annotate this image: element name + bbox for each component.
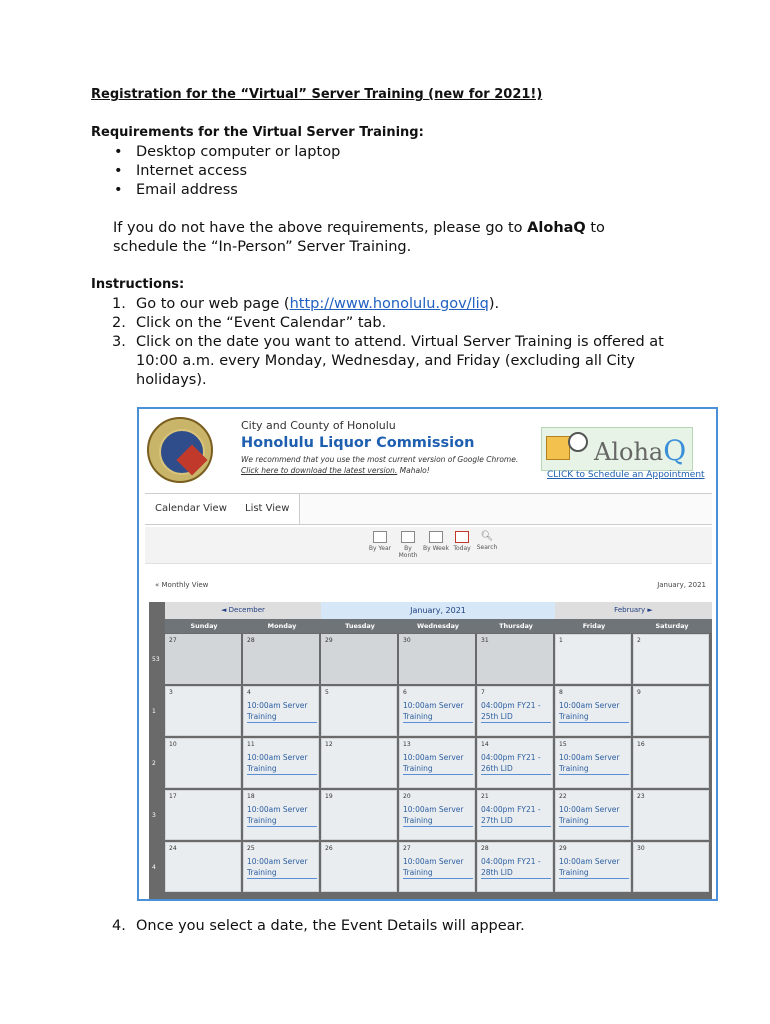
step-text: Once you select a date, the Event Details will appear. [136, 918, 525, 934]
calendar-event[interactable]: 10:00am Server Training [403, 856, 473, 879]
calendar-day-cell[interactable] [243, 842, 319, 892]
step-text-before: Go to our web page ( [136, 296, 290, 312]
calendar-event[interactable]: 10:00am Server Training [559, 856, 629, 879]
instructions-heading: Instructions: [91, 277, 185, 292]
day-number: 19 [325, 793, 333, 800]
step-number: 2. [112, 315, 126, 331]
by-month-button[interactable] [395, 531, 421, 559]
search-icon: 🔍︎ [480, 531, 494, 542]
alt-text-before: If you do not have the above requirements, please go to [113, 220, 528, 236]
calendar-event[interactable]: 04:00pm FY21 - 27th LID [481, 804, 551, 827]
calendar-day-cell[interactable] [321, 790, 397, 840]
current-date-label: January, 2021 [657, 581, 706, 589]
calendar-day-cell[interactable] [477, 842, 553, 892]
requirements-heading: Requirements for the Virtual Server Training: [91, 125, 424, 140]
day-number: 6 [403, 689, 407, 696]
calendar-icon [546, 436, 570, 460]
calendar-day-cell[interactable] [243, 686, 319, 736]
day-number: 29 [559, 845, 567, 852]
calendar-day-cell[interactable] [165, 634, 241, 684]
day-number: 17 [169, 793, 177, 800]
calendar-day-cell[interactable] [165, 790, 241, 840]
org-name: City and County of Honolulu [241, 419, 396, 432]
day-number: 5 [325, 689, 329, 696]
search-button[interactable] [474, 531, 500, 551]
calendar-day-cell[interactable] [633, 842, 709, 892]
weekday-sunday: Sunday [190, 622, 218, 630]
download-line [241, 466, 430, 475]
day-number: 28 [481, 845, 489, 852]
calendar-day-cell[interactable] [555, 790, 631, 840]
week-number[interactable]: 4 [152, 864, 156, 871]
week-number[interactable]: 1 [152, 708, 156, 715]
day-number: 7 [481, 689, 485, 696]
step-item [110, 333, 670, 390]
calendar-toolbar [145, 527, 712, 564]
alohaq-bold: AlohaQ [527, 220, 586, 236]
current-month-label: January, 2021 [321, 602, 555, 619]
week-number[interactable]: 2 [152, 760, 156, 767]
day-number: 20 [403, 793, 411, 800]
day-number: 3 [169, 689, 173, 696]
by-week-label: By Week [423, 545, 450, 552]
day-number: 13 [403, 741, 411, 748]
calendar-day-cell[interactable] [477, 686, 553, 736]
browser-recommendation: We recommend that you use the most current version of Google Chrome. [241, 455, 519, 464]
day-number: 4 [247, 689, 251, 696]
document-title: Registration for the “Virtual” Server Training (new for 2021!) [91, 87, 543, 102]
calendar-event[interactable]: 10:00am Server Training [403, 752, 473, 775]
day-number: 30 [637, 845, 645, 852]
day-number: 16 [637, 741, 645, 748]
calendar-day-cell[interactable] [399, 738, 475, 788]
calendar-event[interactable]: 04:00pm FY21 - 26th LID [481, 752, 551, 775]
step-number: 3. [112, 334, 126, 350]
month-nav [165, 602, 712, 619]
day-number: 23 [637, 793, 645, 800]
city-seal-icon [147, 417, 213, 483]
day-number: 27 [169, 637, 177, 644]
calendar-day-cell[interactable] [321, 686, 397, 736]
weekday-tuesday: Tuesday [345, 622, 375, 630]
calendar-day-cell[interactable] [321, 842, 397, 892]
requirements-list [110, 143, 340, 200]
calendar-event[interactable]: 04:00pm FY21 - 25th LID [481, 700, 551, 723]
requirement-item: • Email address [110, 181, 340, 200]
liquor-commission-link[interactable]: http://www.honolulu.gov/liq [289, 296, 489, 312]
day-number: 24 [169, 845, 177, 852]
calendar-event[interactable]: 10:00am Server Training [247, 752, 317, 775]
view-tabs [145, 493, 712, 525]
calendar-event[interactable]: 10:00am Server Training [247, 700, 317, 723]
day-number: 22 [559, 793, 567, 800]
clock-icon [568, 432, 588, 452]
step-text-after: ). [488, 296, 500, 312]
week-number[interactable]: 53 [152, 656, 160, 663]
day-number: 8 [559, 689, 563, 696]
week-number[interactable]: 3 [152, 812, 156, 819]
day-number: 30 [403, 637, 411, 644]
calendar-day-cell[interactable] [633, 738, 709, 788]
alternative-paragraph [113, 219, 633, 257]
day-number: 12 [325, 741, 333, 748]
calendar-day-cell[interactable] [165, 842, 241, 892]
calendar-event[interactable]: 10:00am Server Training [559, 752, 629, 775]
step-item [110, 314, 670, 333]
day-number: 14 [481, 741, 489, 748]
weekday-monday: Monday [267, 622, 297, 630]
calendar-event[interactable]: 10:00am Server Training [559, 700, 629, 723]
calendar-day-cell[interactable] [633, 686, 709, 736]
year-icon [373, 531, 387, 543]
today-button[interactable] [449, 531, 475, 552]
by-week-button[interactable] [423, 531, 449, 552]
weekday-thursday: Thursday [499, 622, 533, 630]
day-number: 11 [247, 741, 255, 748]
aloha-q: Q [663, 434, 687, 467]
requirement-item: • Desktop computer or laptop [110, 143, 340, 162]
prev-month-button[interactable]: ◄ December [221, 606, 265, 614]
calendar-day-cell[interactable] [477, 738, 553, 788]
weekday-saturday: Saturday [655, 622, 689, 630]
aloha-word: Aloha [594, 438, 664, 466]
day-number: 31 [481, 637, 489, 644]
step-item [110, 295, 670, 314]
schedule-appointment-link[interactable]: CLICK to Schedule an Appointment [547, 470, 705, 480]
calendar-day-cell[interactable] [633, 634, 709, 684]
download-link[interactable]: Click here to download the latest version. [241, 466, 398, 475]
calendar-day-cell[interactable] [399, 790, 475, 840]
next-month-button[interactable]: February ► [614, 606, 653, 614]
day-number: 28 [247, 637, 255, 644]
calendar-day-cell[interactable] [321, 634, 397, 684]
alt-text-after: to schedule the “In-Person” Server Training. [113, 220, 605, 255]
today-label: Today [453, 545, 471, 552]
calendar-event[interactable]: 10:00am Server Training [403, 700, 473, 723]
requirement-item: • Internet access [110, 162, 340, 181]
tab-list-view[interactable]: List View [235, 494, 300, 524]
commission-name: Honolulu Liquor Commission [241, 435, 475, 451]
search-label: Search [476, 544, 498, 551]
day-number: 15 [559, 741, 567, 748]
calendar-day-cell[interactable] [555, 634, 631, 684]
weekday-friday: Friday [582, 622, 606, 630]
day-number: 29 [325, 637, 333, 644]
alohaq-logo [594, 434, 686, 467]
calendar-day-cell[interactable] [555, 842, 631, 892]
calendar-day-cell[interactable] [165, 738, 241, 788]
calendar-day-cell[interactable] [477, 634, 553, 684]
week-icon [429, 531, 443, 543]
tab-calendar-view[interactable]: Calendar View [145, 494, 238, 524]
month-calendar [149, 602, 712, 899]
calendar-event[interactable]: 04:00pm FY21 - 28th LID [481, 856, 551, 879]
calendar-day-cell[interactable] [399, 686, 475, 736]
calendar-day-cell[interactable] [555, 686, 631, 736]
calendar-day-cell[interactable] [243, 738, 319, 788]
monthly-view-link[interactable]: « Monthly View [155, 581, 209, 589]
weekday-wednesday: Wednesday [417, 622, 459, 630]
month-icon [401, 531, 415, 543]
today-icon [455, 531, 469, 543]
weekday-header [165, 619, 712, 633]
day-number: 25 [247, 845, 255, 852]
calendar-event[interactable]: 10:00am Server Training [403, 804, 473, 827]
day-number: 27 [403, 845, 411, 852]
mahalo-text: Mahalo! [397, 466, 430, 475]
calendar-day-cell[interactable] [477, 790, 553, 840]
calendar-event[interactable]: 10:00am Server Training [247, 804, 317, 827]
by-year-label: By Year [368, 545, 392, 552]
day-number: 9 [637, 689, 641, 696]
day-number: 2 [637, 637, 641, 644]
by-month-label: By Month [398, 545, 418, 559]
calendar-day-cell[interactable] [399, 842, 475, 892]
step-number: 4. [112, 918, 126, 934]
day-number: 26 [325, 845, 333, 852]
alohaq-banner[interactable] [541, 427, 693, 471]
calendar-day-cell[interactable] [633, 790, 709, 840]
step-text: Click on the “Event Calendar” tab. [136, 315, 387, 331]
calendar-day-cell[interactable] [243, 790, 319, 840]
by-year-button[interactable] [367, 531, 393, 552]
step-number: 1. [112, 296, 126, 312]
day-number: 21 [481, 793, 489, 800]
calendar-day-cell[interactable] [555, 738, 631, 788]
step-text: Click on the date you want to attend. Virtual Server Training is offered at 10:00 a.m. every Monday, Wednesday, and Friday (excluding all City holidays). [136, 334, 664, 388]
calendar-screenshot [137, 407, 718, 901]
day-number: 18 [247, 793, 255, 800]
calendar-day-cell[interactable] [243, 634, 319, 684]
calendar-event[interactable]: 10:00am Server Training [559, 804, 629, 827]
day-number: 10 [169, 741, 177, 748]
calendar-day-cell[interactable] [399, 634, 475, 684]
day-number: 1 [559, 637, 563, 644]
calendar-day-cell[interactable] [165, 686, 241, 736]
calendar-day-cell[interactable] [321, 738, 397, 788]
instruction-steps [110, 295, 670, 390]
calendar-event[interactable]: 10:00am Server Training [247, 856, 317, 879]
